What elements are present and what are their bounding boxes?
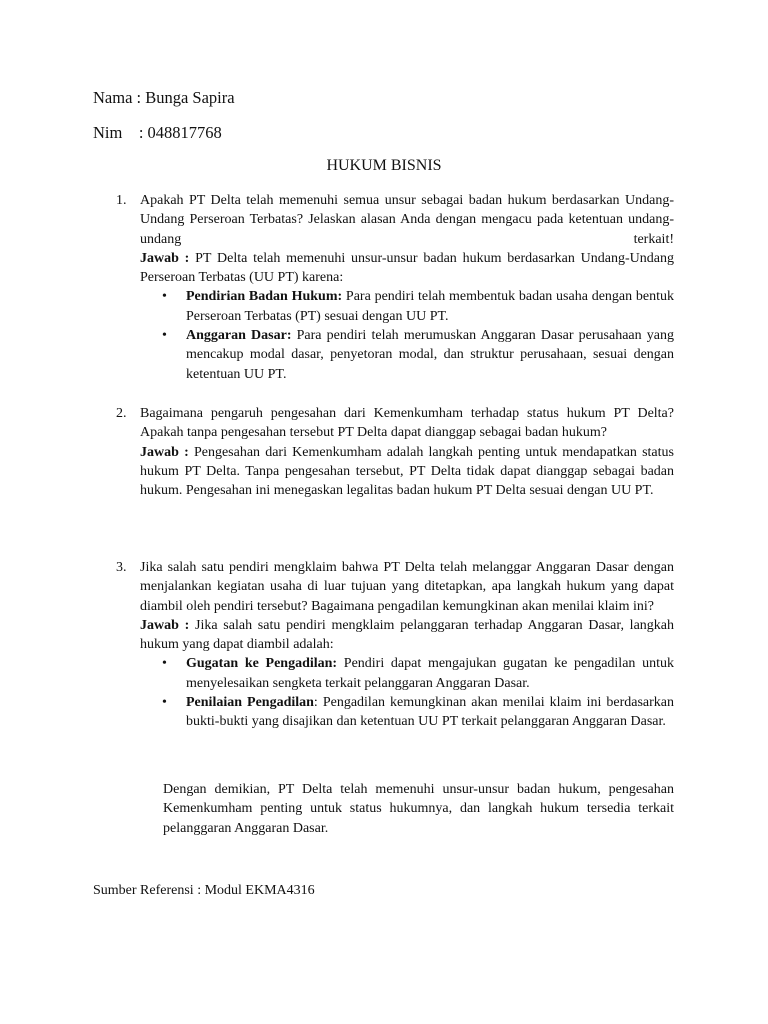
question-3 <box>116 558 674 732</box>
student-name: Nama : Bunga Sapira <box>93 88 235 107</box>
bullet-icon: • <box>162 656 167 672</box>
list-item <box>140 693 674 732</box>
student-nim: Nim : 048817768 <box>93 123 222 142</box>
bullet-label: Anggaran Dasar: <box>186 328 292 344</box>
question-number: 2. <box>116 406 127 421</box>
question-number: 1. <box>116 193 127 208</box>
answer <box>140 443 674 501</box>
bullet-icon: • <box>162 695 167 711</box>
list-item <box>140 326 674 384</box>
reference-footer: Sumber Referensi : Modul EKMA4316 <box>93 883 315 898</box>
bullet-text: Para pendiri telah membentuk badan usaha dengan bentuk Perseroan Terbatas (PT) sesuai dengan UU PT. <box>186 289 675 324</box>
answer-text: Jika salah satu pendiri mengklaim pelanggaran terhadap Anggaran Dasar, langkah hukum yang dapat diambil adalah: <box>140 617 674 653</box>
question-text: Jika salah satu pendiri mengklaim bahwa PT Delta telah melanggar Anggaran Dasar dengan menjalankan kegiatan usaha di luar tujuan yang ditetapkan, apa langkah hukum yang dapat diambil oleh pendiri tersebut? Bagaimana pengadilan kemungkinan akan menilai klaim ini? <box>140 560 674 614</box>
closing-paragraph: Dengan demikian, PT Delta telah memenuhi unsur-unsur badan hukum, pengesahan Kemenkumham penting untuk status hukumnya, dan langkah hukum tersedia terkait pelanggaran Anggaran Dasar. <box>163 782 674 836</box>
bullet-label: Penilaian Pengadilan <box>186 695 314 711</box>
answer-label: Jawab : <box>140 250 190 266</box>
document-title: HUKUM BISNIS <box>326 157 442 174</box>
answer <box>140 249 674 288</box>
answer <box>140 616 674 655</box>
bullet-text: Para pendiri telah merumuskan Anggaran Dasar perusahaan yang mencakup modal dasar, penyetoran modal, dan struktur perusahaan, sesuai dengan ketentuan UU PT. <box>186 328 674 382</box>
list-item <box>140 287 674 326</box>
question-number: 3. <box>116 560 127 575</box>
answer-text: Pengesahan dari Kemenkumham adalah langkah penting untuk mendapatkan status hukum PT Delta. Tanpa pengesahan tersebut, PT Delta tidak dapat dianggap sebagai badan hukum. Pengesahan ini menegaskan legalitas badan hukum PT Delta sesuai dengan UU PT. <box>140 444 674 499</box>
bullet-icon: • <box>162 289 167 305</box>
bullet-label: Pendirian Badan Hukum: <box>186 289 343 305</box>
question-text: Bagaimana pengaruh pengesahan dari Kemenkumham terhadap status hukum PT Delta? Apakah tanpa pengesahan tersebut PT Delta dapat dianggap sebagai badan hukum? <box>140 406 674 441</box>
question-1 <box>116 191 674 384</box>
answer-label: Jawab : <box>140 617 190 633</box>
bullet-label: Gugatan ke Pengadilan: <box>186 656 338 672</box>
bullet-text: : Pengadilan kemungkinan akan menilai klaim ini berdasarkan bukti-bukti yang disajikan dan ketentuan UU PT terkait pelanggaran Anggaran Dasar. <box>186 695 674 730</box>
answer-text: PT Delta telah memenuhi unsur-unsur badan hukum berdasarkan Undang-Undang Perseroan Terbatas (UU PT) karena: <box>140 250 674 286</box>
question-text: Apakah PT Delta telah memenuhi semua unsur sebagai badan hukum berdasarkan Undang-Undang Perseroan Terbatas? Jelaskan alasan Anda dengan mengacu pada ketentuan undang-undang terkait! <box>140 193 674 247</box>
answer-label: Jawab : <box>140 444 189 460</box>
list-item <box>140 654 674 693</box>
answer-bullet-list <box>140 287 674 383</box>
question-2 <box>116 404 674 500</box>
bullet-text: Pendiri dapat mengajukan gugatan ke pengadilan untuk menyelesaikan sengketa terkait pelanggaran Anggaran Dasar. <box>186 656 674 691</box>
bullet-icon: • <box>162 328 167 344</box>
answer-bullet-list <box>140 654 674 731</box>
